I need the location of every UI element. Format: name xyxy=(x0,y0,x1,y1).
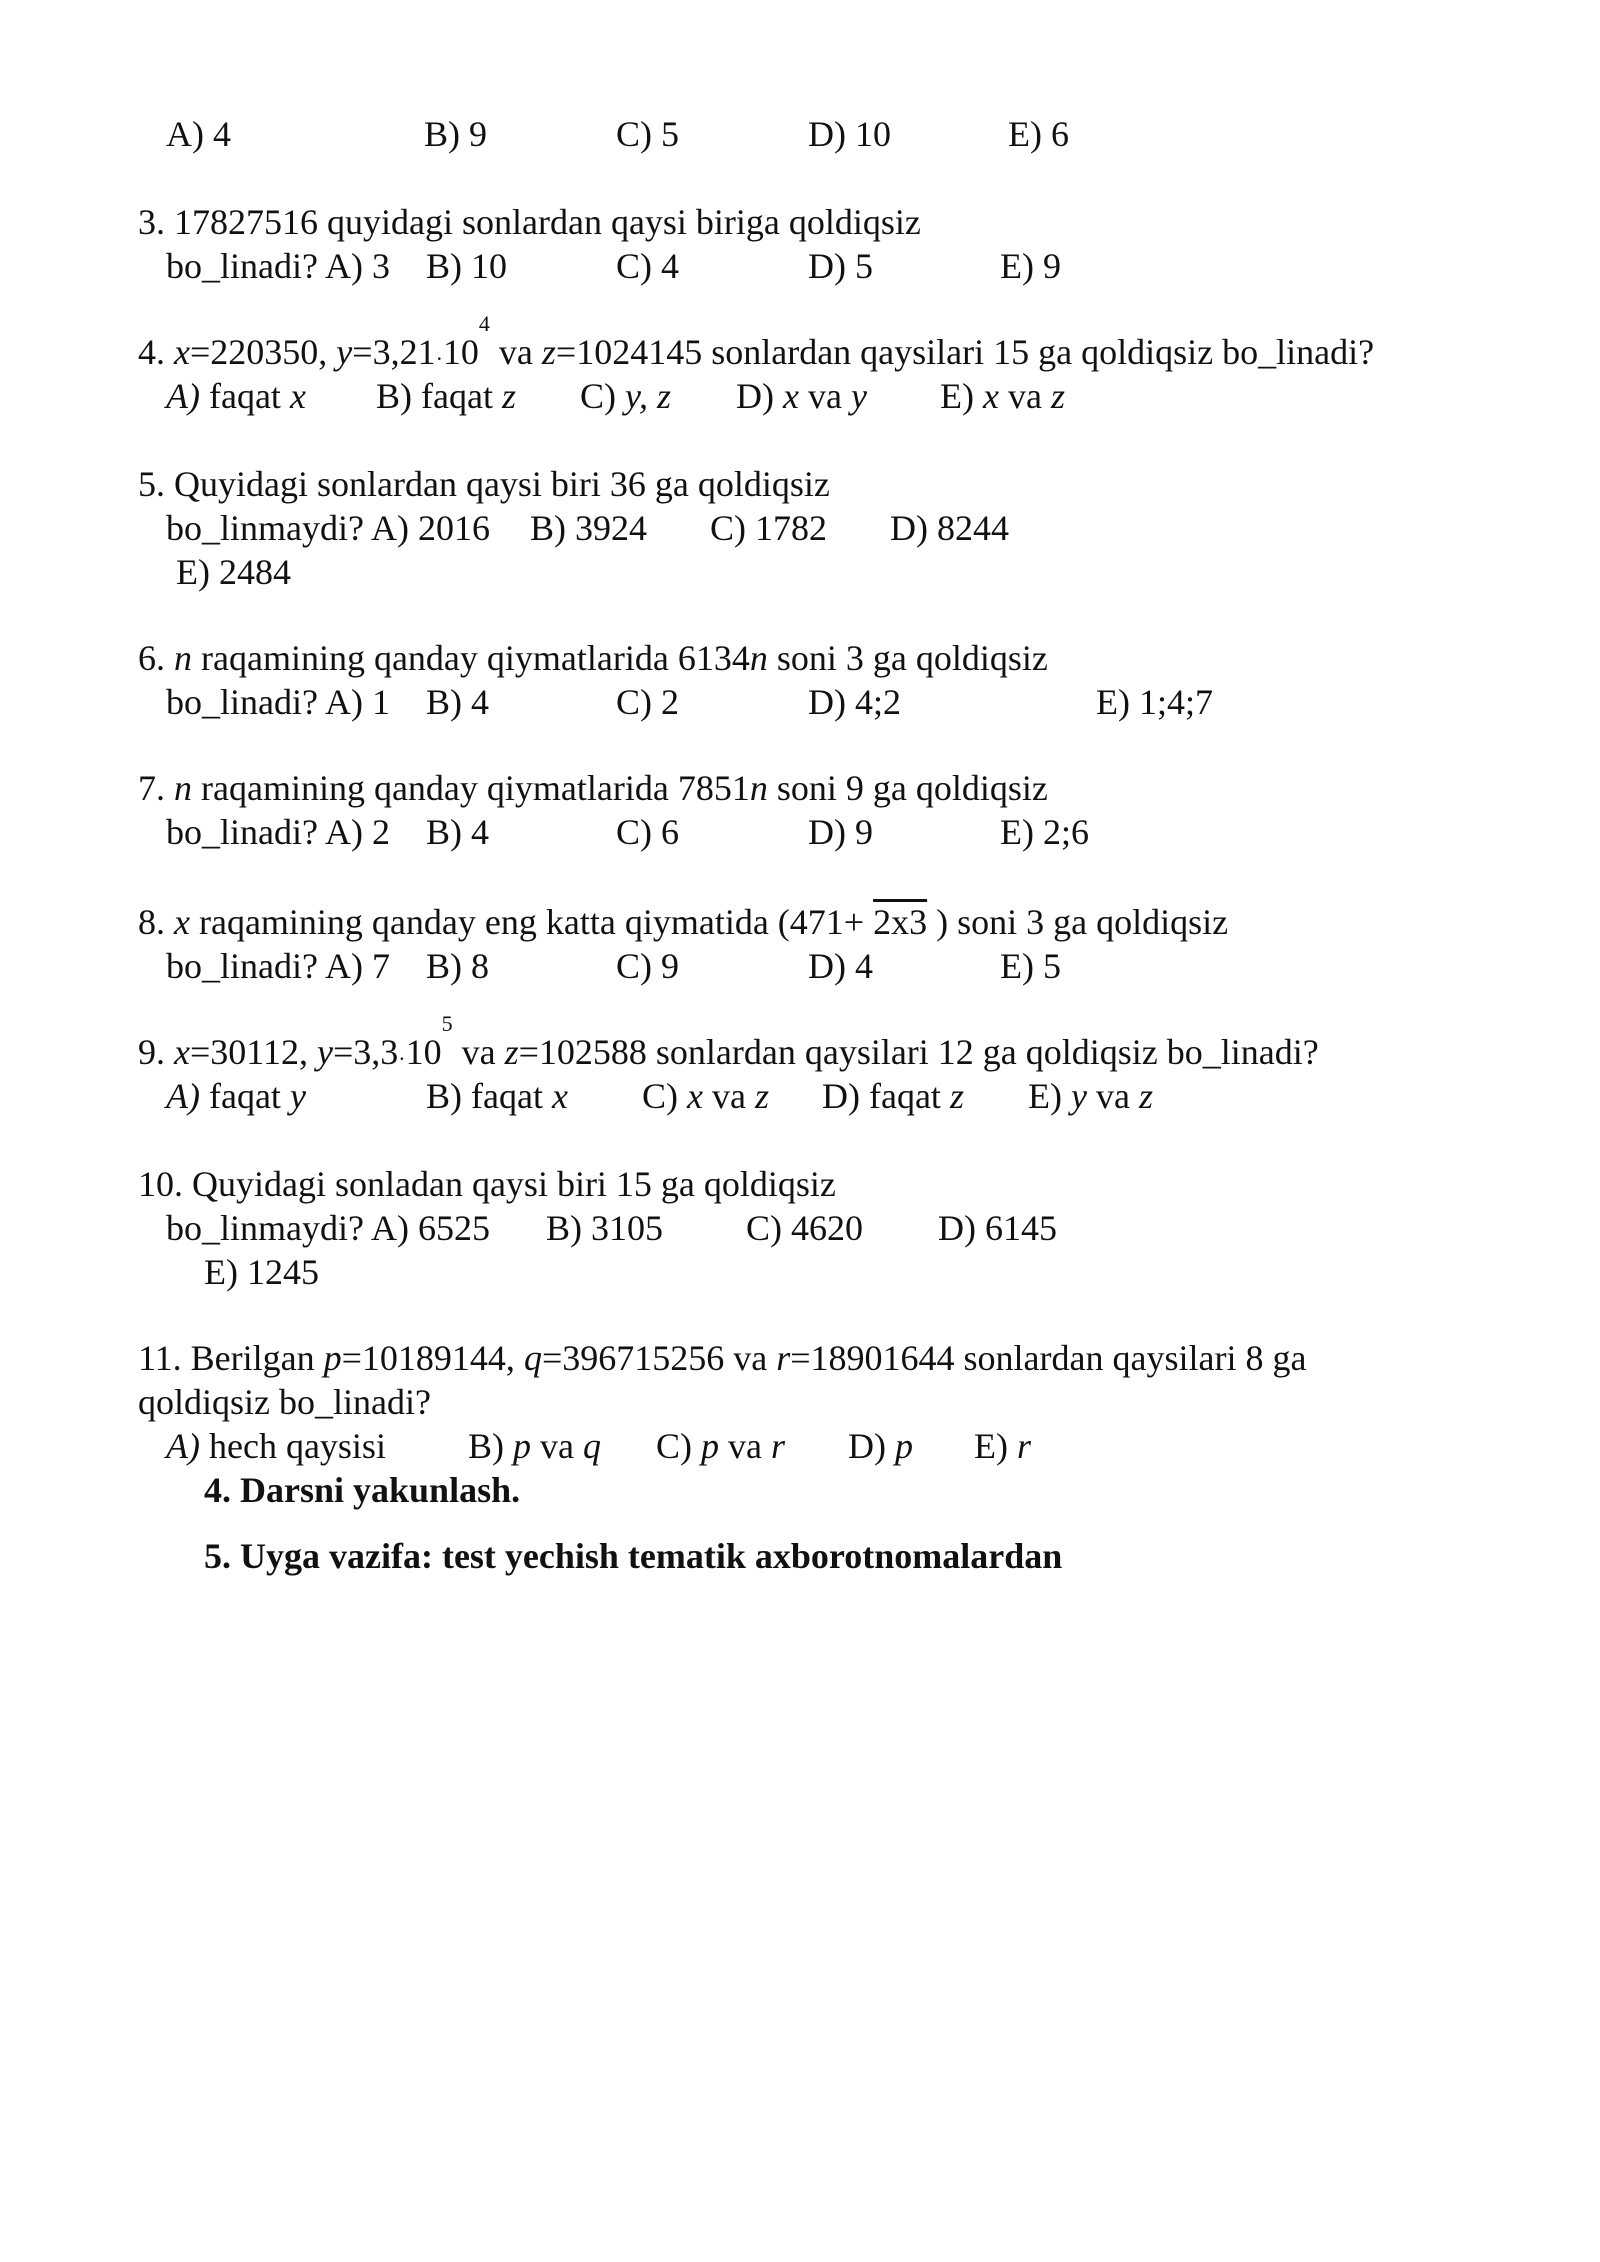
q11-option-b xyxy=(468,1424,601,1468)
q4-option-b xyxy=(376,374,516,418)
q9-option-a-var: y xyxy=(289,1076,306,1116)
q9-var-x: x xyxy=(174,1032,190,1072)
q11-var-q: q xyxy=(523,1338,542,1378)
q3-option-c: C) 4 xyxy=(616,246,679,286)
q11-option-a-letter: A) xyxy=(166,1426,200,1466)
q6-question xyxy=(138,636,1048,680)
q9-number: 9. xyxy=(138,1032,174,1072)
q7-options xyxy=(0,810,1600,854)
q6-var-n: n xyxy=(174,638,192,678)
q9-va: va xyxy=(452,1032,505,1072)
q8-option-d: D) 4 xyxy=(808,946,873,986)
q11-option-a xyxy=(166,1424,386,1468)
q9-pow-exp: 5 xyxy=(441,1011,453,1036)
q9-option-a-text: faqat xyxy=(199,1076,290,1116)
q9-option-b-text: B) faqat xyxy=(426,1076,552,1116)
q4-var-y: y xyxy=(336,332,353,372)
q8-option-c: C) 9 xyxy=(616,946,679,986)
q10-option-a: bo_linmaydi? A) 6525 xyxy=(166,1208,490,1248)
q4-option-c xyxy=(580,374,671,418)
q10-options xyxy=(0,1206,1600,1250)
q11-number: 11. Berilgan xyxy=(138,1338,324,1378)
q11-option-c-var1: p xyxy=(701,1426,719,1466)
q9-x-value: =30112, xyxy=(189,1032,317,1072)
q9-option-a-letter: A) xyxy=(166,1076,200,1116)
q4-option-e-var1: x xyxy=(982,376,999,416)
q11-option-a-text: hech qaysisi xyxy=(199,1426,386,1466)
q9-var-y: y xyxy=(316,1032,333,1072)
q9-option-e-text: E) xyxy=(1028,1076,1071,1116)
q8-text1: raqamining qanday eng katta qiymatida (471+ xyxy=(189,902,874,942)
q11-option-b-text: B) xyxy=(468,1426,513,1466)
q7-option-a: bo_linadi? A) 2 xyxy=(166,812,390,852)
q3-options xyxy=(0,244,1600,288)
q9-option-c-text: C) xyxy=(642,1076,687,1116)
q5-option-e: E) 2484 xyxy=(176,552,291,592)
q11-option-d xyxy=(848,1424,913,1468)
q11-option-c-var2: r xyxy=(770,1426,785,1466)
q2-option-c: C) 5 xyxy=(616,114,679,154)
q4-dot: · xyxy=(435,346,443,371)
q4-option-d-text: D) xyxy=(736,376,783,416)
q4-option-a-text: faqat xyxy=(199,376,290,416)
q11-var-p: p xyxy=(323,1338,342,1378)
q7-text1: raqamining qanday qiymatlarida 7851 xyxy=(192,768,750,808)
q9-pow-base: 10 xyxy=(405,1032,442,1072)
q6-option-c: C) 2 xyxy=(616,682,679,722)
q11-option-b-var1: p xyxy=(513,1426,531,1466)
q7-option-b: B) 4 xyxy=(426,812,489,852)
q6-var-n-2: n xyxy=(749,638,768,678)
q7-option-e: E) 2;6 xyxy=(1000,812,1089,852)
q6-text1: raqamining qanday qiymatlarida 6134 xyxy=(192,638,750,678)
q5-options xyxy=(0,506,1600,550)
q9-y-value: =3,3 xyxy=(332,1032,399,1072)
q2-option-a: A) 4 xyxy=(166,114,231,154)
q11-option-d-var: p xyxy=(895,1426,913,1466)
q5-question: 5. Quyidagi sonlardan qaysi biri 36 ga qoldiqsiz xyxy=(138,464,830,504)
q4-va: va xyxy=(489,332,542,372)
q4-pow-base: 10 xyxy=(442,332,479,372)
q10-option-c: C) 4620 xyxy=(746,1208,863,1248)
q9-option-c-var2: z xyxy=(754,1076,769,1116)
q11-question-line2: qoldiqsiz bo_linadi? xyxy=(138,1382,431,1422)
q11-var-r: r xyxy=(776,1338,791,1378)
q4-option-a-letter: A) xyxy=(166,376,200,416)
q4-x-value: =220350, xyxy=(189,332,337,372)
q11-option-d-text: D) xyxy=(848,1426,895,1466)
q9-option-e-var2: z xyxy=(1138,1076,1153,1116)
q7-question xyxy=(138,766,1048,810)
q9-option-b xyxy=(426,1074,568,1118)
q11-q-value: =396715256 va xyxy=(541,1338,777,1378)
q11-option-c xyxy=(656,1424,785,1468)
q10-option-d: D) 6145 xyxy=(938,1208,1057,1248)
q3-option-e: E) 9 xyxy=(1000,246,1061,286)
q4-option-d-mid: va xyxy=(798,376,851,416)
q4-question xyxy=(138,311,1375,374)
q4-rest: =1024145 sonlardan qaysilari 15 ga qoldiqsiz bo_linadi? xyxy=(555,332,1375,372)
q4-option-c-var: y, z xyxy=(625,376,672,416)
q9-option-e-var1: y xyxy=(1070,1076,1087,1116)
q9-option-d xyxy=(822,1074,964,1118)
q4-option-e xyxy=(940,374,1065,418)
q4-option-a xyxy=(166,374,306,418)
q8-option-e: E) 5 xyxy=(1000,946,1061,986)
section-5-text: 5. Uyga vazifa: test yechish tematik axborotnomalardan xyxy=(204,1536,1063,1576)
q8-question xyxy=(138,900,1228,944)
q4-option-b-var: z xyxy=(501,376,516,416)
q11-option-e-var: r xyxy=(1016,1426,1031,1466)
q7-option-c: C) 6 xyxy=(616,812,679,852)
q4-option-e-text: E) xyxy=(940,376,983,416)
q9-question xyxy=(138,1011,1319,1074)
q9-option-e xyxy=(1028,1074,1153,1118)
q11-option-e-text: E) xyxy=(974,1426,1017,1466)
q5-option-c: C) 1782 xyxy=(710,508,827,548)
q4-pow-exp: 4 xyxy=(478,311,490,336)
q4-number: 4. xyxy=(138,332,174,372)
q4-option-d xyxy=(736,374,867,418)
q11-option-b-var2: q xyxy=(582,1426,601,1466)
q2-options xyxy=(0,112,1600,156)
q2-option-d: D) 10 xyxy=(808,114,891,154)
q7-text2: soni 9 ga qoldiqsiz xyxy=(767,768,1048,808)
q3-option-a: bo_linadi? A) 3 xyxy=(166,246,390,286)
q8-options xyxy=(0,944,1600,988)
q8-text2: ) soni 3 ga qoldiqsiz xyxy=(927,902,1229,942)
q6-option-e: E) 1;4;7 xyxy=(1096,682,1213,722)
q4-option-d-var1: x xyxy=(783,376,799,416)
section-4-heading xyxy=(204,1468,520,1512)
q11-rest: =18901644 sonlardan qaysilari 8 ga xyxy=(790,1338,1307,1378)
q8-number: 8. xyxy=(138,902,174,942)
q11-question xyxy=(138,1336,1306,1380)
q9-option-c-mid: va xyxy=(702,1076,755,1116)
q10-question: 10. Quyidagi sonladan qaysi biri 15 ga qoldiqsiz xyxy=(138,1164,836,1204)
q4-option-e-mid: va xyxy=(998,376,1051,416)
q8-var-x: x xyxy=(174,902,190,942)
q2-option-e: E) 6 xyxy=(1008,114,1069,154)
q8-overline-number: 2x3 xyxy=(873,902,928,942)
q7-var-n-2: n xyxy=(749,768,768,808)
q6-text2: soni 3 ga qoldiqsiz xyxy=(767,638,1048,678)
q11-option-e xyxy=(974,1424,1031,1468)
q4-option-a-var: x xyxy=(289,376,306,416)
q4-option-b-text: B) faqat xyxy=(376,376,502,416)
q2-option-b: B) 9 xyxy=(424,114,487,154)
q4-option-e-var2: z xyxy=(1050,376,1065,416)
q5-option-d: D) 8244 xyxy=(890,508,1009,548)
q9-option-e-mid: va xyxy=(1086,1076,1139,1116)
q7-number: 7. xyxy=(138,768,174,808)
q10-option-e: E) 1245 xyxy=(204,1252,319,1292)
q9-option-c xyxy=(642,1074,769,1118)
q7-var-n: n xyxy=(174,768,192,808)
q6-number: 6. xyxy=(138,638,174,678)
section-5-heading xyxy=(204,1534,1062,1578)
q9-option-b-var: x xyxy=(551,1076,568,1116)
q9-option-d-var: z xyxy=(949,1076,964,1116)
q9-option-c-var1: x xyxy=(687,1076,703,1116)
q9-option-a xyxy=(166,1074,306,1118)
q11-option-c-text: C) xyxy=(656,1426,701,1466)
q7-option-d: D) 9 xyxy=(808,812,873,852)
q6-option-a: bo_linadi? A) 1 xyxy=(166,682,390,722)
q4-options xyxy=(0,374,1600,418)
q11-options xyxy=(0,1424,1600,1468)
q3-question: 3. 17827516 quyidagi sonlardan qaysi biriga qoldiqsiz xyxy=(138,202,921,242)
q6-options xyxy=(0,680,1600,724)
q9-options xyxy=(0,1074,1600,1118)
q11-option-c-mid: va xyxy=(719,1426,771,1466)
q4-var-z: z xyxy=(541,332,556,372)
q5-option-a: bo_linmaydi? A) 2016 xyxy=(166,508,490,548)
q3-option-d: D) 5 xyxy=(808,246,873,286)
q9-dot: · xyxy=(398,1046,406,1071)
q4-option-c-text: C) xyxy=(580,376,625,416)
q11-p-value: =10189144, xyxy=(341,1338,524,1378)
q4-var-x: x xyxy=(174,332,190,372)
q9-var-z: z xyxy=(504,1032,519,1072)
q5-option-b: B) 3924 xyxy=(530,508,647,548)
q11-option-b-mid: va xyxy=(531,1426,583,1466)
q9-option-d-text: D) faqat xyxy=(822,1076,950,1116)
q9-rest: =102588 sonlardan qaysilari 12 ga qoldiqsiz bo_linadi? xyxy=(518,1032,1319,1072)
q8-option-a: bo_linadi? A) 7 xyxy=(166,946,390,986)
q6-option-b: B) 4 xyxy=(426,682,489,722)
q8-option-b: B) 8 xyxy=(426,946,489,986)
q4-y-value: =3,21 xyxy=(352,332,436,372)
q4-option-d-var2: y xyxy=(850,376,867,416)
section-4-text: 4. Darsni yakunlash. xyxy=(204,1470,521,1510)
q10-option-b: B) 3105 xyxy=(546,1208,663,1248)
q6-option-d: D) 4;2 xyxy=(808,682,901,722)
q3-option-b: B) 10 xyxy=(426,246,507,286)
